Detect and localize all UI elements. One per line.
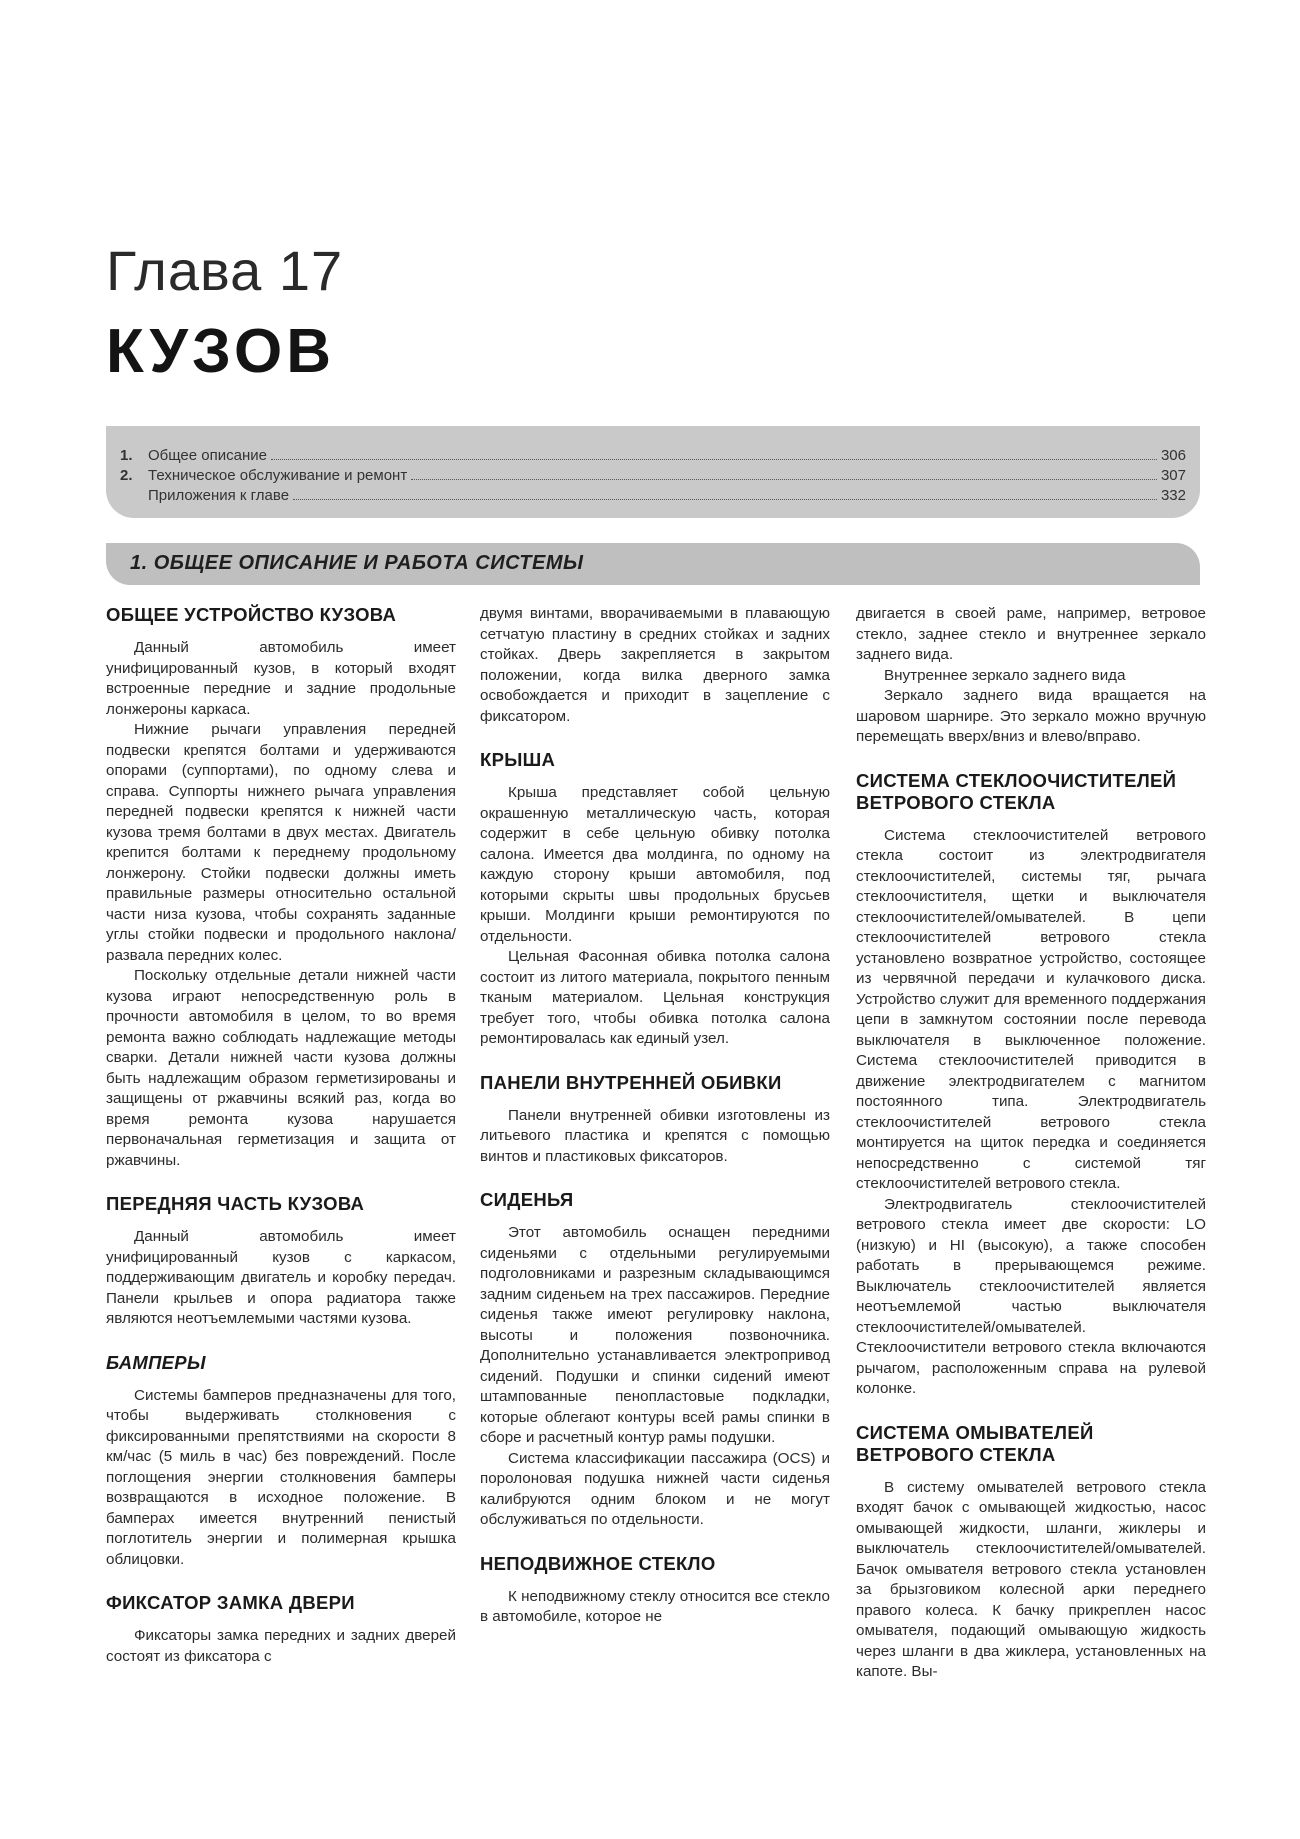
- paragraph: двумя винтами, вворачиваемыми в плавающую сетчатую пластину в средних стойках и задних стойках. Дверь закрепляется в закрытом положении, когда вилка дверного замка освобождается и приходит в зацепление с фиксатором.: [480, 605, 830, 725]
- paragraph: Нижние рычаги управления передней подвески крепятся болтами и удерживаются опорами (суппортами), по одному слева и справа. Суппорты нижнего рычага управления передней подвески крепятся к нижней части кузова тремя болтами в двух местах. Двигатель крепится болтами к переднему продольному лонжерону. Стойки подвески должны иметь правильные размеры относительно остальной части низа кузова, чтобы сохранять заданные углы стойки подвески и продольного наклона/развала передних колес.: [106, 721, 456, 964]
- toc-number: 1.: [120, 447, 133, 464]
- heading-body-structure: ОБЩЕЕ УСТРОЙСТВО КУЗОВА: [106, 604, 397, 625]
- paragraph: Внутреннее зеркало заднего вида: [884, 666, 1126, 684]
- paragraph: Данный автомобиль имеет унифицированный кузов с каркасом, поддерживающим двигатель и коробку передач. Панели крыльев и опора радиатора также являются неотъемлемыми частями кузова.: [106, 1228, 456, 1327]
- toc-leader: [271, 459, 1157, 460]
- paragraph: Система стеклоочистителей ветрового стекла состоит из электродвигателя стеклоочистителей, системы тяг, рычага стеклоочистителя, щетки и выключателя стеклоочистителей/омывателей. В цепи стеклоочистителей ветрового стекла установлено возвратное устройство, состоящее из червячной передачи и кулачкового диска. Устройство служит для временного поддержания цепи в замкнутом состоянии после перевода выключателя в выключенное положение. Система стеклоочистителей приводится в движение электродвигателем с магнитом постоянного типа. Электродвигатель стеклоочистителей ветрового стекла монтируется на щиток передка и соединяется непосредственно с системой тяг стеклоочистителей ветрового стекла.: [856, 826, 1206, 1192]
- toc-text: Общее описание: [148, 447, 267, 464]
- paragraph: К неподвижному стеклу относится все стекло в автомобиле, которое не: [480, 1587, 830, 1625]
- table-of-contents: [106, 426, 1200, 518]
- heading-interior-trim: ПАНЕЛИ ВНУТРЕННЕЙ ОБИВКИ: [480, 1071, 782, 1093]
- heading-roof: КРЫША: [480, 749, 556, 770]
- paragraph: Зеркало заднего вида вращается на шаровом шарнире. Это зеркало можно вручную перемещать вверх/вниз и влево/вправо.: [856, 687, 1206, 745]
- heading-seats: СИДЕНЬЯ: [480, 1189, 574, 1210]
- toc-text: Приложения к главе: [148, 487, 290, 504]
- toc-page: 306: [1160, 447, 1186, 464]
- toc-leader: [411, 479, 1157, 480]
- paragraph: Фиксаторы замка передних и задних дверей состоят из фиксатора с: [106, 1627, 456, 1665]
- section-title: 1. ОБЩЕЕ ОПИСАНИЕ И РАБОТА СИСТЕМЫ: [130, 552, 584, 574]
- toc-row[interactable]: [120, 444, 1186, 464]
- toc-row[interactable]: [120, 484, 1186, 504]
- toc-page: 332: [1160, 487, 1186, 504]
- toc-number: 2.: [120, 467, 133, 484]
- heading-stationary-glass: НЕПОДВИЖНОЕ СТЕКЛО: [480, 1552, 716, 1574]
- paragraph: Системы бамперов предназначены для того, чтобы выдерживать столкновения с фиксированными препятствиями на скорости 8 км/час (5 миль в час) без повреждений. После поглощения энергии столкновения бамперы возвращаются в исходное положение. В бамперах имеется внутренний пенистый поглотитель энергии и полимерная крышка облицовки.: [106, 1386, 456, 1568]
- paragraph: Панели внутренней обивки изготовлены из литьевого пластика и крепятся с помощью винтов и пластиковых фиксаторов.: [480, 1106, 830, 1165]
- text-column-2: [480, 604, 830, 1628]
- paragraph: Крыша представляет собой цельную окрашенную металлическую часть, которая содержит в себе цельную обивку потолка салона. Имеется два молдинга, по одному на каждую сторону крыши автомобиля, под которыми скрыты швы продольных брусьев крыши. Молдинги крыши ремонтируются по отдельности.: [480, 784, 830, 945]
- paragraph: Этот автомобиль оснащен передними сиденьями с отдельными регулируемыми подголовниками и разрезным складывающимся задним сиденьем на трех пассажиров. Передние сиденья также имеют регулировку наклона, высоты и положения позвоночника. Дополнительно устанавливается электропривод сидений. Подушки и спинки сидений имеют штампованные пенопластовые подкладки, которые облегают контуры всей рамы спинки в сборе и расчетный контур рамы подушки.: [480, 1224, 830, 1446]
- paragraph: Поскольку отдельные детали нижней части кузова играют непосредственную роль в прочности автомобиля в целом, то во время ремонта важно соблюдать надлежащие методы сварки. Детали нижней части кузова должны быть надлежащим образом герметизированы и защищены от ржавчины всякий раз, когда во время ремонта кузова нарушается первоначальная герметизация и защита от ржавчины.: [106, 967, 456, 1169]
- heading-wiper-system: СИСТЕМА СТЕКЛООЧИСТИТЕЛЕЙ ВЕТРОВОГО СТЕКЛА: [856, 769, 1177, 813]
- heading-washer-system: СИСТЕМА ОМЫВАТЕЛЕЙ ВЕТРОВОГО СТЕКЛА: [856, 1421, 1094, 1465]
- paragraph: Данный автомобиль имеет унифицированный кузов, в который входят встроенные передние и задние продольные лонжероны каркаса.: [106, 639, 456, 718]
- paragraph: двигается в своей раме, например, ветровое стекло, заднее стекло и внутреннее зеркало заднего вида.: [856, 605, 1206, 663]
- heading-front-body: ПЕРЕДНЯЯ ЧАСТЬ КУЗОВА: [106, 1193, 365, 1214]
- paragraph: Система классификации пассажира (OCS) и поролоновая подушка нижней части сиденья калибруются одним блоком и не могут обслуживаться по отдельности.: [480, 1449, 830, 1528]
- toc-row[interactable]: [120, 464, 1186, 484]
- chapter-title: КУЗОВ: [106, 317, 335, 386]
- toc-leader: [293, 499, 1157, 500]
- paragraph: Цельная Фасонная обивка потолка салона состоит из литого материала, покрытого пенным тканым материалом. Цельная конструкция требует того, чтобы обивка потолка салона ремонтировалась как единый узел.: [480, 948, 830, 1047]
- toc-page: 307: [1160, 467, 1186, 484]
- heading-door-striker: ФИКСАТОР ЗАМКА ДВЕРИ: [106, 1592, 355, 1613]
- chapter-label: Глава 17: [106, 239, 344, 302]
- heading-bumpers: БАМПЕРЫ: [106, 1351, 206, 1373]
- toc-text: Техническое обслуживание и ремонт: [148, 467, 408, 484]
- text-column-3: [856, 604, 1206, 1683]
- paragraph: В систему омывателей ветрового стекла входят бачок с омывающей жидкостью, насос омывающей жидкости, шланги, жиклеры и выключатель стеклоочистителей/омывателей. Бачок омывателя ветрового стекла установлен за брызговиком колесной арки переднего правого колеса. К бачку прикреплен насос омывателя, подающий омывающую жидкость через шланги в два жиклера, установленных на капоте. Вы-: [856, 1478, 1206, 1680]
- section-header-bar: [106, 543, 1200, 585]
- paragraph: Электродвигатель стеклоочистителей ветрового стекла имеет две скорости: LO (низкую) и HI (высокую), а также способен работать в прерывающемся режиме. Выключатель стеклоочистителей является неотъемлемой частью выключателя стеклоочистителей/омывателей. Стеклоочистители ветрового стекла включаются рычагом, расположенным справа на рулевой колонке.: [856, 1195, 1206, 1397]
- text-column-1: [106, 604, 456, 1667]
